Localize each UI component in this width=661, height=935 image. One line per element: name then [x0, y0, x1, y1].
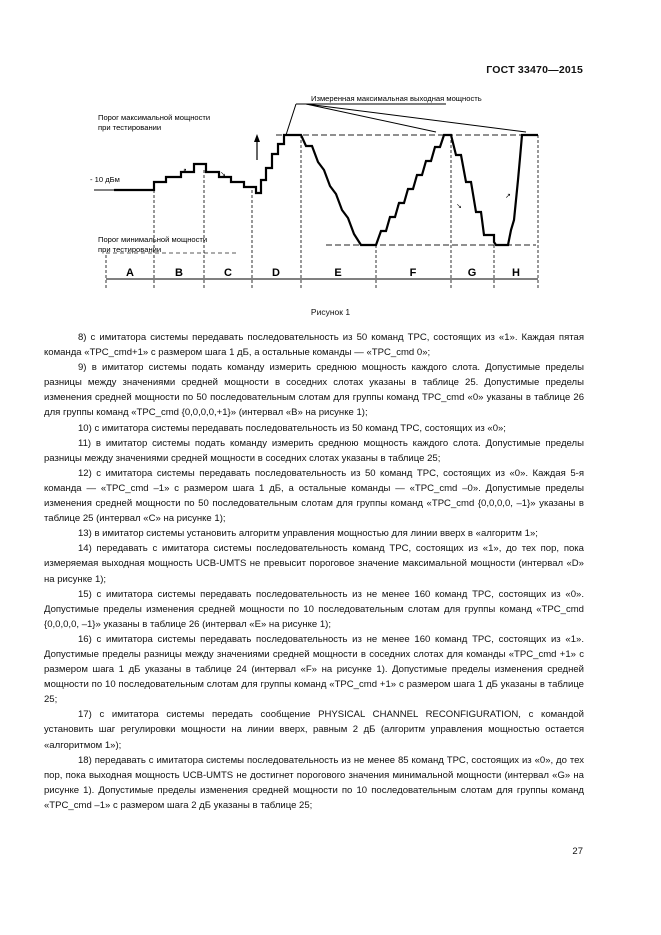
- paragraph-8: 8) с имитатора системы передавать последовательность из 50 команд TPC, состоящих из «1». Каждая пятая команда «TPC_cmd+1» с размером шага 1 дБ, а остальные команды — «TPC_cmd 0»;: [44, 332, 584, 359]
- max-threshold-label: Порог максимальной мощности: [98, 113, 211, 122]
- interval-c: C: [224, 267, 232, 279]
- interval-d: D: [272, 267, 280, 279]
- svg-text:↘: ↘: [456, 203, 462, 210]
- paragraph-13: 13) в имитатор системы установить алгоритм управления мощностью для линии вверх в «алгоритм 1»;: [78, 528, 538, 540]
- svg-text:при тестировании: при тестировании: [98, 245, 162, 254]
- svg-text:↘: ↘: [220, 171, 226, 178]
- paragraph-15: 15) с имитатора системы передавать последовательность из не менее 160 команд TPC, состоящих из «0». Допустимые пределы изменения средней мощности по 10 последовательным слотам для группы команд «TPC_cmd {0,0,0,0, –1}» указаны в таблице 26 (интервал «E» на рисунке 1);: [44, 588, 584, 630]
- paragraph-9: 9) в имитатор системы подать команду измерить среднюю мощность каждого слота. Допустимые пределы разницы между значениями средней мощности в соседних слотах указаны в таблице 25. Допустимые пределы изменения средней мощности по 50 последовательным слотам для группы команд TPC_cmd «0» указаны в таблице 26 для группы команд «TPC_cmd {0,0,0,0,+1}» (интервал «B» на рисунке 1);: [44, 362, 584, 419]
- svg-text:↗: ↗: [505, 193, 511, 200]
- page-number: 27: [572, 846, 583, 857]
- interval-e: E: [334, 267, 342, 279]
- interval-h: H: [512, 267, 520, 279]
- paragraph-12: 12) с имитатора системы передавать последовательность из 50 команд TPC, состоящих из «0». Каждая 5-я команда — «TPC_cmd –1» с размером шага 1 дБ, а остальные команды — «TPC_cmd –0». Допустимые пределы изменения средней мощности по 50 последовательным слотам для группы команд «TPC_cmd {0,0,0,0, –1}» указаны в таблице 25 (интервал «C» на рисунке 1);: [44, 467, 584, 525]
- interval-b: B: [175, 267, 183, 279]
- svg-text:при тестировании: при тестировании: [98, 123, 162, 132]
- interval-f: F: [409, 267, 417, 279]
- paragraph-10: 10) с имитатора системы передавать последовательность из 50 команд TPC, состоящих из «0»;: [78, 422, 506, 434]
- document-header: ГОСТ 33470—2015: [486, 64, 583, 76]
- paragraph-18: 18) передавать с имитатора системы последовательность из не менее 85 команд TPC, состоящих из «0», до тех пор, пока выходная мощность UCB-UMTS не достигнет порогового значения минимальной мощности (интервал «G» на рисунке 1). Допустимые пределы изменения средней мощности по 10 последовательным слотам для группы команд «TPC_cmd –1» с размером шага 2 дБ указаны в таблице 25;: [44, 754, 584, 811]
- paragraph-14: 14) передавать с имитатора системы последовательность команд TPC, состоящих из «1», до тех пор, пока измеряемая выходная мощность UCB-UMTS не превысит пороговое значение максимальной мощности (интервал «D» на рисунке 1);: [44, 543, 584, 585]
- figure-1: [86, 90, 546, 300]
- min-threshold-label: Порог минимальной мощности: [98, 235, 208, 244]
- paragraph-17: 17) с имитатора системы передать сообщение PHYSICAL CHANNEL RECONFIGURATION, с командой установить шаг регулировки мощности на линии вверх, равным 2 дБ (алгоритм управления мощностью остается «алгоритмом 1»);: [44, 709, 584, 751]
- paragraph-16: 16) с имитатора системы передавать последовательность из не менее 160 команд TPC, состоящих из «1». Допустимые пределы разницы между значениями средней мощности в соседних слотах для команды «TPC_cmd +1» с размером шага 1 дБ указаны в таблице 24 (интервал «F» на рисунке 1). Допустимые пределы изменения средней мощности по 10 последовательным слотам для группы команд «TPC_cmd +1» с размером шага 1 дБ указаны в таблице 25;: [44, 633, 584, 706]
- power-curve: [114, 135, 538, 245]
- svg-text:↗: ↗: [396, 201, 402, 208]
- measured-max-label: Измеренная максимальная выходная мощность: [311, 94, 482, 103]
- interval-a: A: [126, 267, 134, 279]
- power-control-diagram: [86, 90, 546, 300]
- interval-g: G: [467, 267, 477, 279]
- svg-text:↗: ↗: [181, 168, 187, 175]
- paragraph-11: 11) в имитатор системы подать команду измерить среднюю мощность каждого слота. Допустимые пределы разницы между значениями средней мощности в соседних слотах указаны в таблице 25;: [44, 437, 584, 464]
- body-text: [44, 330, 584, 813]
- level-label: - 10 дБм: [90, 175, 120, 184]
- figure-caption: Рисунок 1: [310, 307, 351, 317]
